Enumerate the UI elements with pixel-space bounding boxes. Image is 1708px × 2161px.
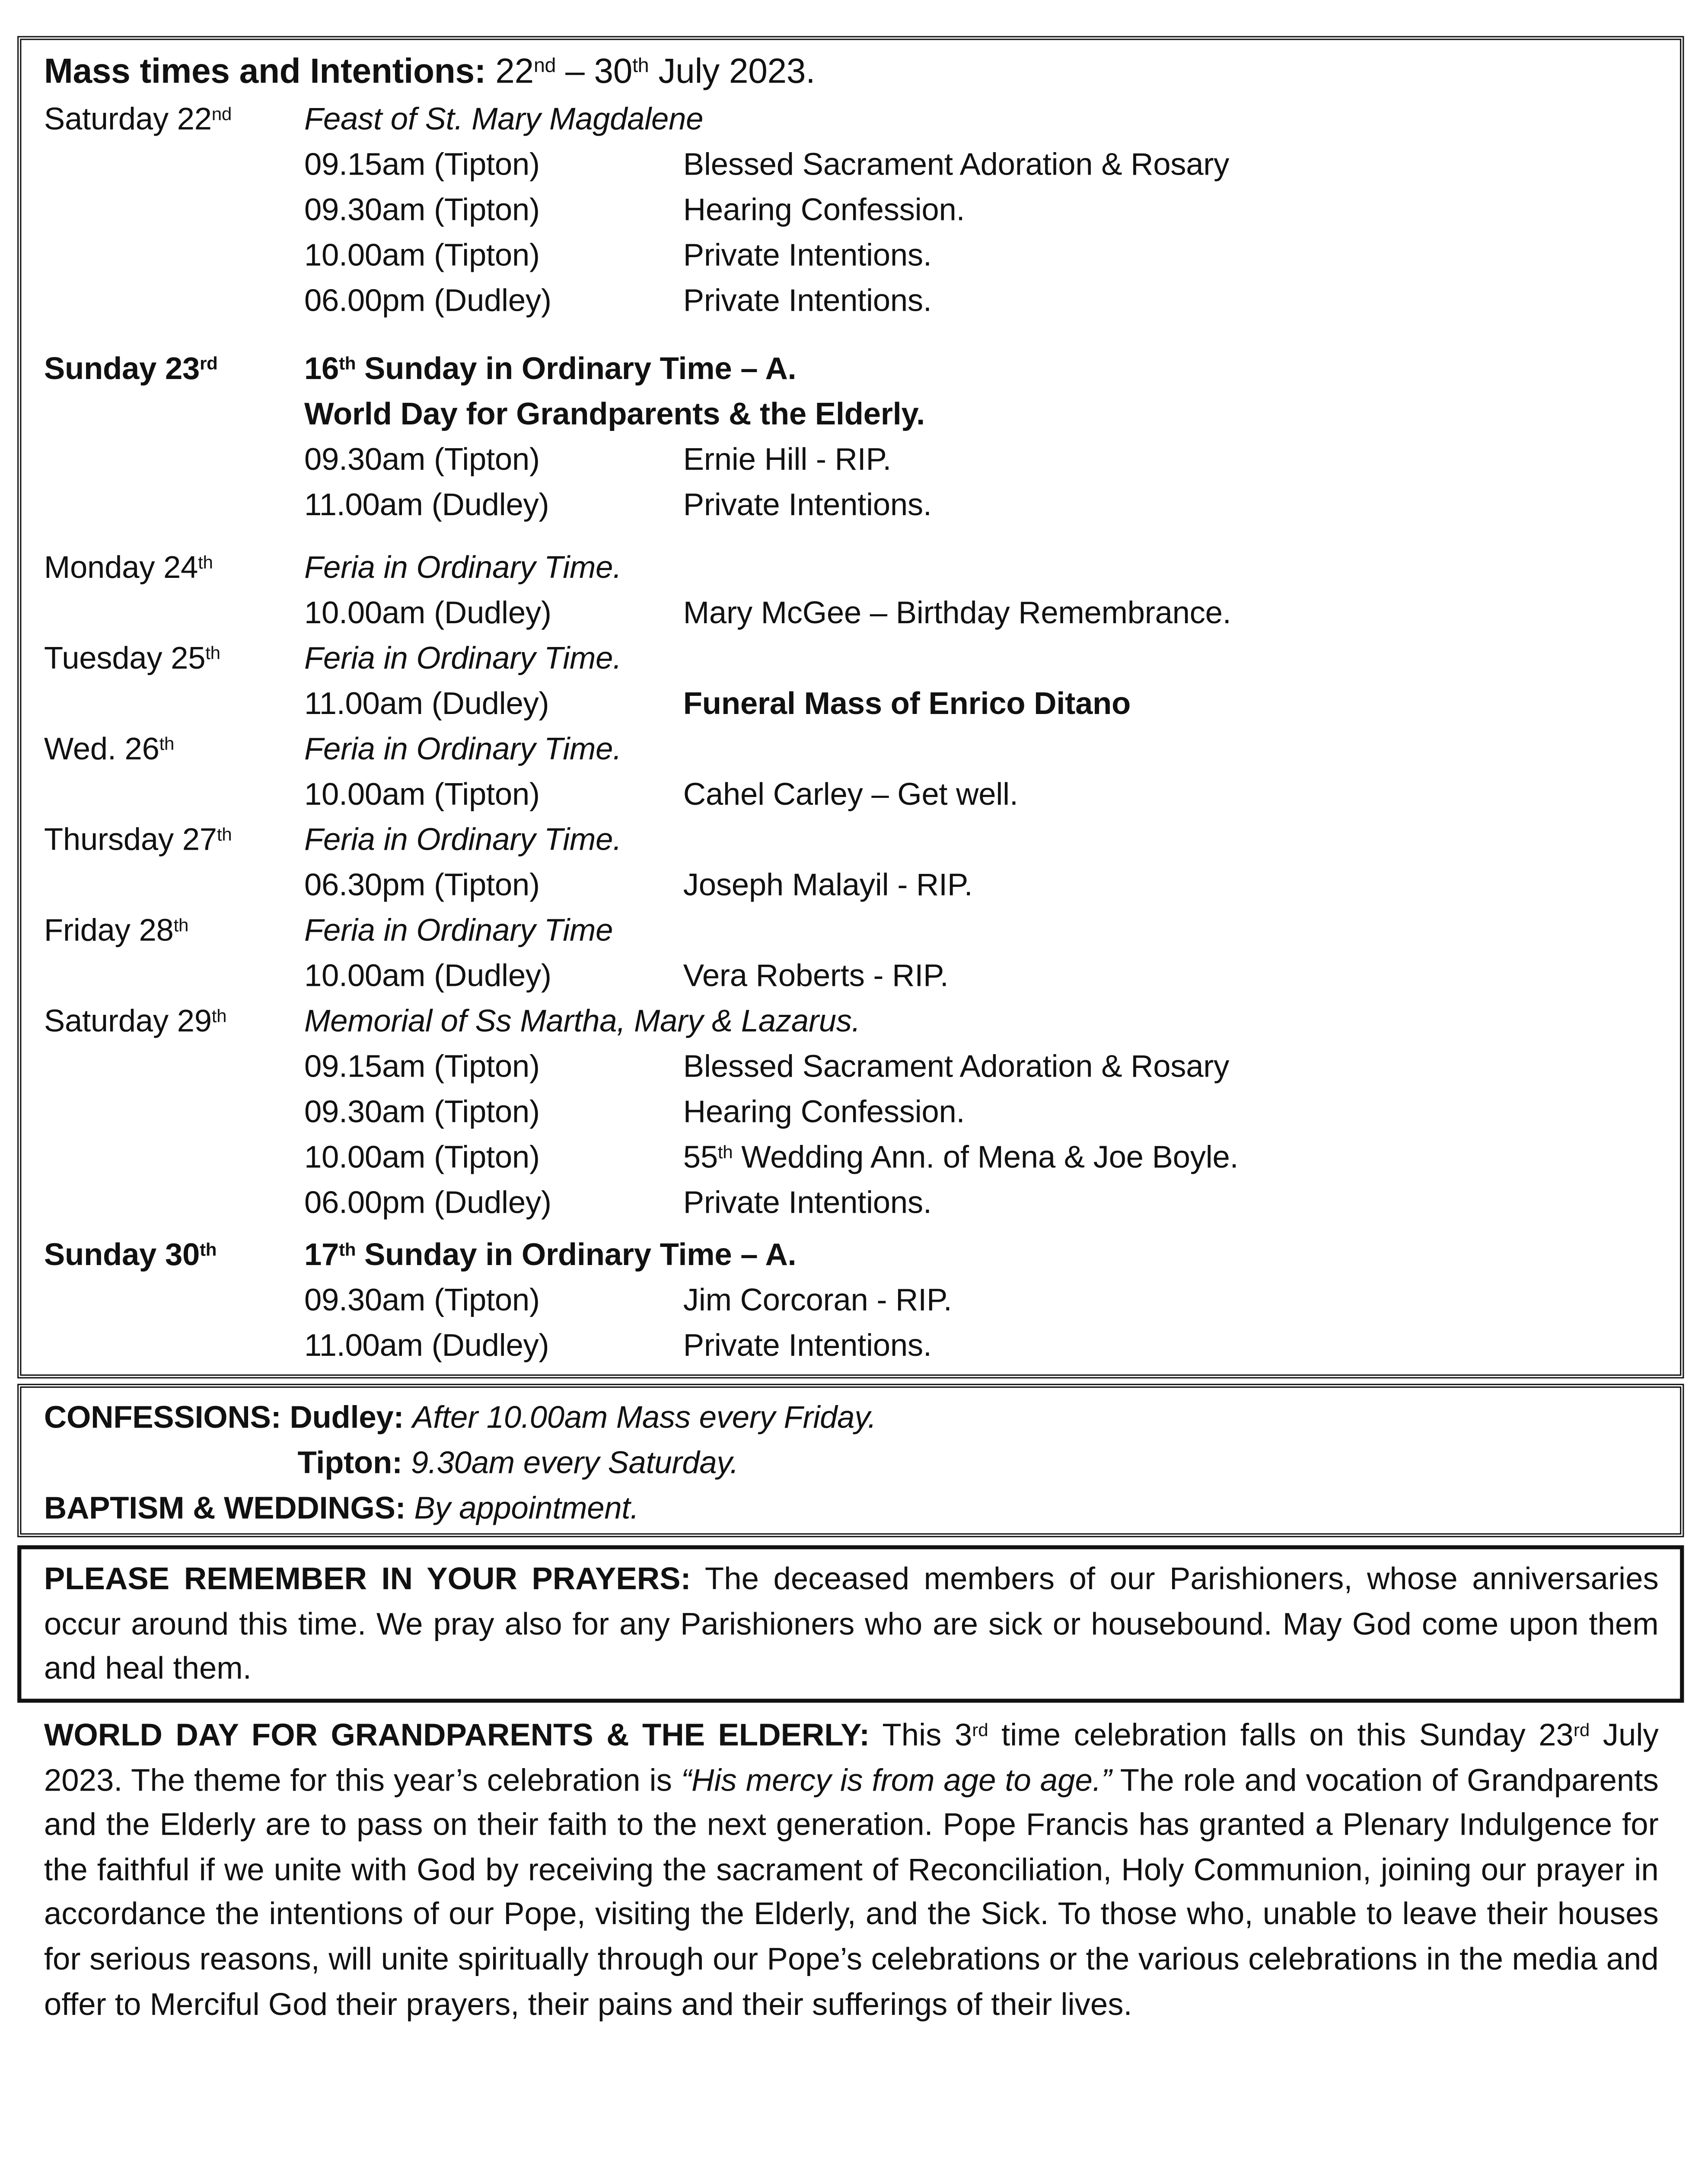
prayers-text: The deceased members of our Parishioners, whose anniversaries occur around this time. We pray also for any Parishioners who are sick or housebound. May God come upon them and heal them.: [44, 1561, 1659, 1686]
baptism-label: BAPTISM & WEDDINGS:: [44, 1490, 406, 1526]
prayers-label: PLEASE REMEMBER IN YOUR PRAYERS:: [44, 1561, 691, 1596]
mass-intention: Blessed Sacrament Adoration & Rosary: [683, 147, 1230, 182]
mass-intention: Vera Roberts - RIP.: [683, 958, 949, 993]
mass-time: 10.00am (Tipton): [304, 1139, 540, 1174]
mass-time: 06.00pm (Dudley): [304, 1185, 551, 1220]
world-day-label: WORLD DAY FOR GRANDPARENTS & THE ELDERLY:: [44, 1717, 870, 1752]
mass-time: 09.15am (Tipton): [304, 147, 540, 182]
mass-time: 10.00am (Tipton): [304, 237, 540, 272]
baptism-line: [44, 1485, 639, 1530]
mass-time: 06.30pm (Tipton): [304, 867, 540, 902]
tipton-label: Tipton:: [297, 1445, 402, 1480]
mass-time: 11.00am (Dudley): [304, 487, 549, 522]
feast-title: Feria in Ordinary Time.: [304, 822, 622, 857]
mass-intention: Private Intentions.: [683, 1185, 932, 1220]
mass-intention: Ernie Hill - RIP.: [683, 441, 892, 477]
feast-title: Memorial of Ss Martha, Mary & Lazarus.: [304, 1003, 860, 1039]
mass-intention: Funeral Mass of Enrico Ditano: [683, 685, 1131, 721]
mass-heading-label: Mass times and Intentions:: [44, 51, 486, 91]
day-label: Sunday 30th: [44, 1237, 217, 1272]
tipton-text: 9.30am every Saturday.: [411, 1445, 739, 1480]
feast-title: Feria in Ordinary Time.: [304, 550, 622, 585]
mass-time: 11.00am (Dudley): [304, 685, 549, 721]
mass-heading: [44, 48, 815, 93]
mass-time: 09.15am (Tipton): [304, 1049, 540, 1084]
day-label: Saturday 22nd: [44, 101, 232, 136]
mass-time: 09.30am (Tipton): [304, 441, 540, 477]
dudley-label: Dudley:: [290, 1399, 404, 1435]
mass-intention: Joseph Malayil - RIP.: [683, 867, 973, 902]
feast-subtitle: World Day for Grandparents & the Elderly.: [304, 396, 925, 431]
mass-intention: Mary McGee – Birthday Remembrance.: [683, 595, 1231, 630]
feast-title: 17th Sunday in Ordinary Time – A.: [304, 1237, 797, 1272]
mass-time: 10.00am (Dudley): [304, 595, 551, 630]
tipton-line: [298, 1440, 739, 1485]
confessions-label: CONFESSIONS:: [44, 1399, 281, 1435]
mass-time: 10.00am (Tipton): [304, 776, 540, 812]
baptism-text: By appointment.: [414, 1490, 639, 1526]
world-day-theme: “His mercy is from age to age.”: [681, 1762, 1112, 1797]
day-label: Wed. 26th: [44, 731, 175, 766]
day-label: Sunday 23rd: [44, 351, 218, 386]
mass-time: 10.00am (Dudley): [304, 958, 551, 993]
mass-intention: Private Intentions.: [683, 237, 932, 272]
mass-time: 09.30am (Tipton): [304, 1282, 540, 1317]
mass-intention: Private Intentions.: [683, 283, 932, 318]
feast-title: Feast of St. Mary Magdalene: [304, 101, 704, 136]
day-label: Saturday 29th: [44, 1003, 227, 1039]
prayers-paragraph: [44, 1557, 1659, 1692]
day-label: Thursday 27th: [44, 822, 232, 857]
mass-intention: Hearing Confession.: [683, 1094, 965, 1129]
feast-title: Feria in Ordinary Time.: [304, 641, 622, 676]
confessions-line: [44, 1394, 876, 1440]
mass-intention: Jim Corcoran - RIP.: [683, 1282, 952, 1317]
day-label: Tuesday 25th: [44, 641, 220, 676]
dudley-text: After 10.00am Mass every Friday.: [412, 1399, 876, 1435]
feast-title: 16th Sunday in Ordinary Time – A.: [304, 351, 797, 386]
feast-title: Feria in Ordinary Time.: [304, 731, 622, 766]
mass-intention: 55th Wedding Ann. of Mena & Joe Boyle.: [683, 1139, 1239, 1174]
mass-date-range: 22nd – 30th July 2023.: [495, 51, 816, 91]
mass-time: 09.30am (Tipton): [304, 192, 540, 227]
mass-intention: Private Intentions.: [683, 487, 932, 522]
mass-time: 11.00am (Dudley): [304, 1328, 549, 1363]
feast-title: Feria in Ordinary Time: [304, 912, 613, 948]
mass-intention: Blessed Sacrament Adoration & Rosary: [683, 1049, 1230, 1084]
day-label: Friday 28th: [44, 912, 189, 948]
mass-time: 09.30am (Tipton): [304, 1094, 540, 1129]
mass-intention: Hearing Confession.: [683, 192, 965, 227]
world-day-paragraph: WORLD DAY FOR GRANDPARENTS & THE ELDERLY: This 3rd time celebration falls on this Sunday 23rd July 2023. The theme for this year’s celebration is “His mercy is from age to age.” The role and vocation of Grandparents and the Elderly are to pass on their faith to the next generation. Pope Francis has granted a Plenary Indulgence for the faithful if we unite with God by receiving the sacrament of Reconciliation, Holy Communion, joining our prayer in accordance the intentions of our Pope, visiting the Elderly, and the Sick. To those who, unable to leave their houses for serious reasons, will unite spiritually through our Pope’s celebrations or the various celebrations in the media and offer to Merciful God their prayers, their pains and their sufferings of their lives.: [44, 1717, 1659, 2021]
mass-intention: Private Intentions.: [683, 1328, 932, 1363]
day-label: Monday 24th: [44, 550, 213, 585]
mass-time: 06.00pm (Dudley): [304, 283, 551, 318]
mass-intention: Cahel Carley – Get well.: [683, 776, 1018, 812]
